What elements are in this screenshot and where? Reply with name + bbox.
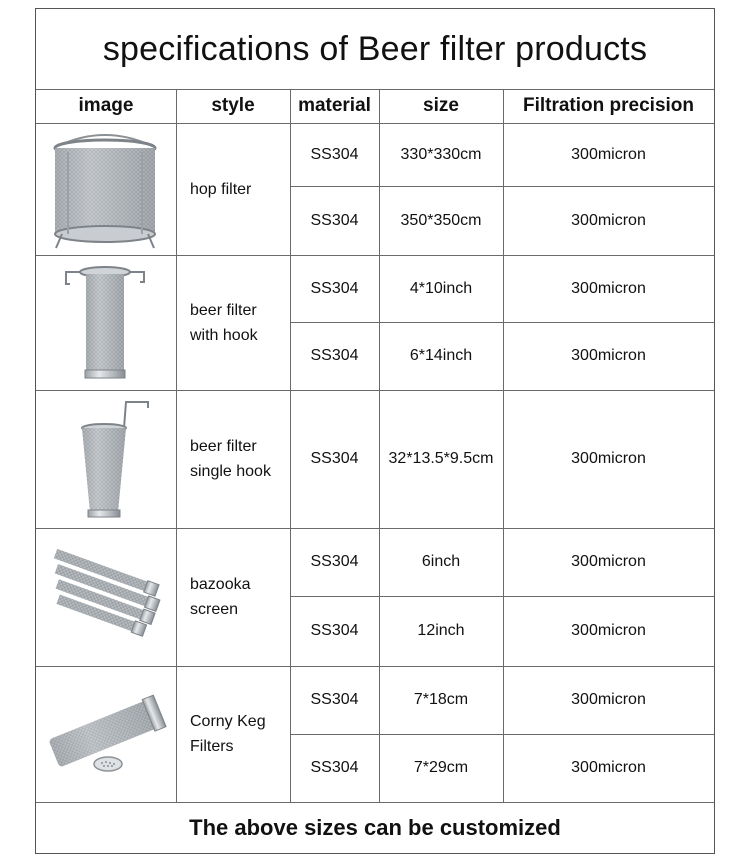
table-rule: [176, 89, 177, 802]
size-cell: 6inch: [421, 553, 461, 570]
product-style: bazooka screen: [190, 576, 251, 618]
material-cell: SS304: [310, 145, 359, 163]
precision-cell: 300micron: [571, 211, 646, 229]
product-style: beer filter single hook: [190, 438, 271, 480]
size-cell: 7*18cm: [413, 691, 469, 708]
precision-cell: 300micron: [571, 622, 646, 639]
material-cell: SS304: [310, 622, 359, 639]
page-title: specifications of Beer filter products: [102, 29, 648, 68]
material-cell: SS304: [310, 279, 359, 297]
material-cell: SS304: [310, 759, 359, 776]
material-cell: SS304: [310, 211, 359, 229]
product-style: beer filter with hook: [190, 301, 258, 344]
size-cell: 12inch: [417, 622, 465, 639]
hop-filter-basket-photo: [38, 126, 172, 252]
header-style: style: [211, 95, 255, 116]
precision-cell: 300micron: [571, 553, 646, 570]
material-cell: SS304: [310, 450, 359, 467]
header-image: image: [78, 95, 134, 116]
bazooka-screen-photo: [38, 532, 172, 660]
size-cell: 4*10inch: [409, 279, 473, 297]
size-cell: 330*330cm: [400, 145, 482, 163]
precision-cell: 300micron: [571, 759, 646, 776]
size-cell: 350*350cm: [400, 211, 482, 229]
header-material: material: [298, 95, 371, 116]
corny-keg-filter-photo: [38, 668, 172, 798]
size-cell: 32*13.5*9.5cm: [388, 450, 494, 467]
precision-cell: 300micron: [571, 450, 646, 467]
customization-note: The above sizes can be customized: [189, 815, 561, 840]
size-cell: 7*29cm: [413, 759, 469, 776]
product-style: Corny Keg Filters: [190, 713, 266, 755]
header-precision: Filtration precision: [522, 95, 695, 116]
size-cell: 6*14inch: [409, 347, 473, 364]
beer-filter-with-hook-photo: [38, 258, 172, 386]
precision-cell: 300micron: [571, 691, 646, 708]
material-cell: SS304: [310, 691, 359, 708]
precision-cell: 300micron: [571, 347, 646, 364]
header-size: size: [423, 95, 459, 116]
precision-cell: 300micron: [571, 145, 646, 163]
product-style: hop filter: [190, 180, 252, 198]
precision-cell: 300micron: [571, 279, 646, 297]
material-cell: SS304: [310, 347, 359, 364]
material-cell: SS304: [310, 553, 359, 570]
beer-filter-single-hook-photo: [38, 394, 172, 526]
